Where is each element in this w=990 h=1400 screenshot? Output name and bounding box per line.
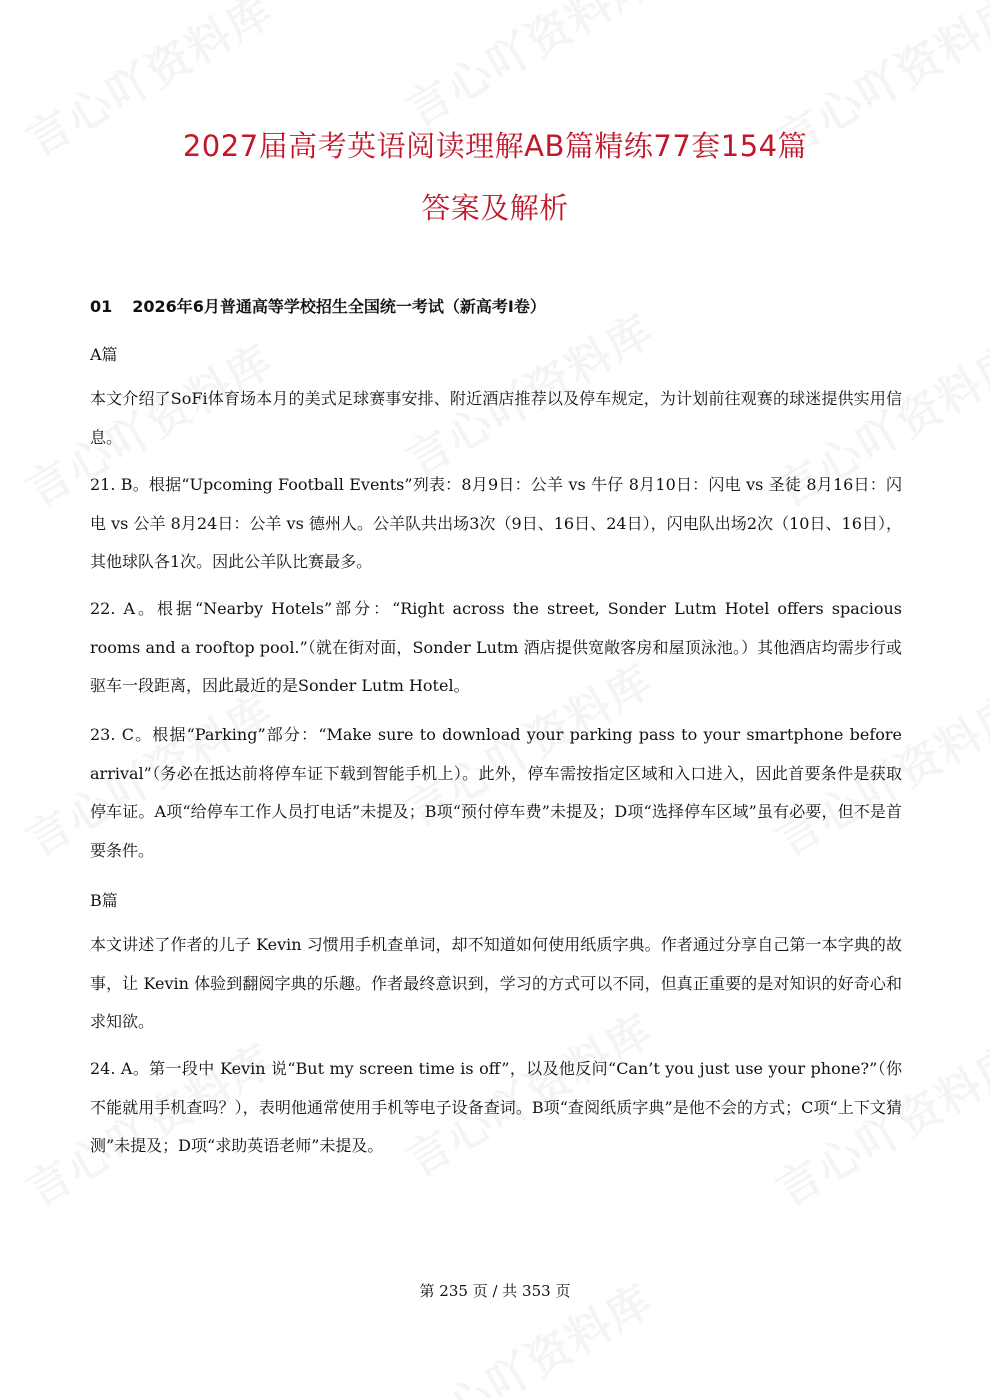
- answer-21: 21. B。根据“Upcoming Football Events”列表：8月9日：公羊 vs 牛仔 8月10日：闪电 vs 圣徒 8月16日：闪电 vs 公羊 8月24日：公羊 vs 德州人。公羊队共出场3次（9日、16日、24日），闪电队出场2次（10日、16日），其他球队各1次。因此公羊队比赛最多。: [90, 475, 902, 571]
- section-title: 2026年6月普通高等学校招生全国统一考试（新高考I卷）: [132, 297, 546, 316]
- answer-23: 23. C。根据“Parking”部分：“Make sure to download your parking pass to your smartphone before arrival”（务必在抵达前将停车证下载到智能手机上）。此外，停车需按指定区域和入口进入，因此首要条件是获取停车证。A项“给停车工作人员打电话”未提及；B项“预付停车费”未提及；D项“选择停车区域”虽有必要，但不是首要条件。: [90, 725, 902, 860]
- page-footer: 第 235 页 / 共 353 页: [419, 1282, 571, 1300]
- passage-a-summary: 本文介绍了SoFi体育场本月的美式足球赛事安排、附近酒店推荐以及停车规定，为计划前往观赛的球迷提供实用信息。: [90, 389, 902, 447]
- section-heading: [90, 294, 546, 317]
- document-subtitle: 答案及解析: [421, 191, 569, 225]
- document-title: 2027届高考英语阅读理解AB篇精练77套154篇: [182, 129, 808, 163]
- section-number: 01: [90, 297, 113, 316]
- passage-a-label: A篇: [90, 345, 118, 364]
- passage-b-label: B篇: [90, 891, 118, 910]
- answer-24: 24. A。第一段中 Kevin 说“But my screen time is off”，以及他反问“Can’t you just use your phone?”（你不能就用手机查吗？），表明他通常使用手机等电子设备查词。B项“查阅纸质字典”是他不会的方式；C项“上下文猜测”未提及；D项“求助英语老师”未提及。: [90, 1059, 902, 1155]
- passage-b-summary: 本文讲述了作者的儿子 Kevin 习惯用手机查单词，却不知道如何使用纸质字典。作者通过分享自己第一本字典的故事，让 Kevin 体验到翻阅字典的乐趣。作者最终意识到，学习的方式可以不同，但真正重要的是对知识的好奇心和求知欲。: [90, 935, 902, 1031]
- answer-22: 22. A。根据“Nearby Hotels”部分：“Right across the street, Sonder Lutm Hotel offers spacious rooms and a rooftop pool.”（就在街对面，Sonder Lutm 酒店提供宽敞客房和屋顶泳池。）其他酒店均需步行或驱车一段距离，因此最近的是Sonder Lutm Hotel。: [90, 599, 902, 695]
